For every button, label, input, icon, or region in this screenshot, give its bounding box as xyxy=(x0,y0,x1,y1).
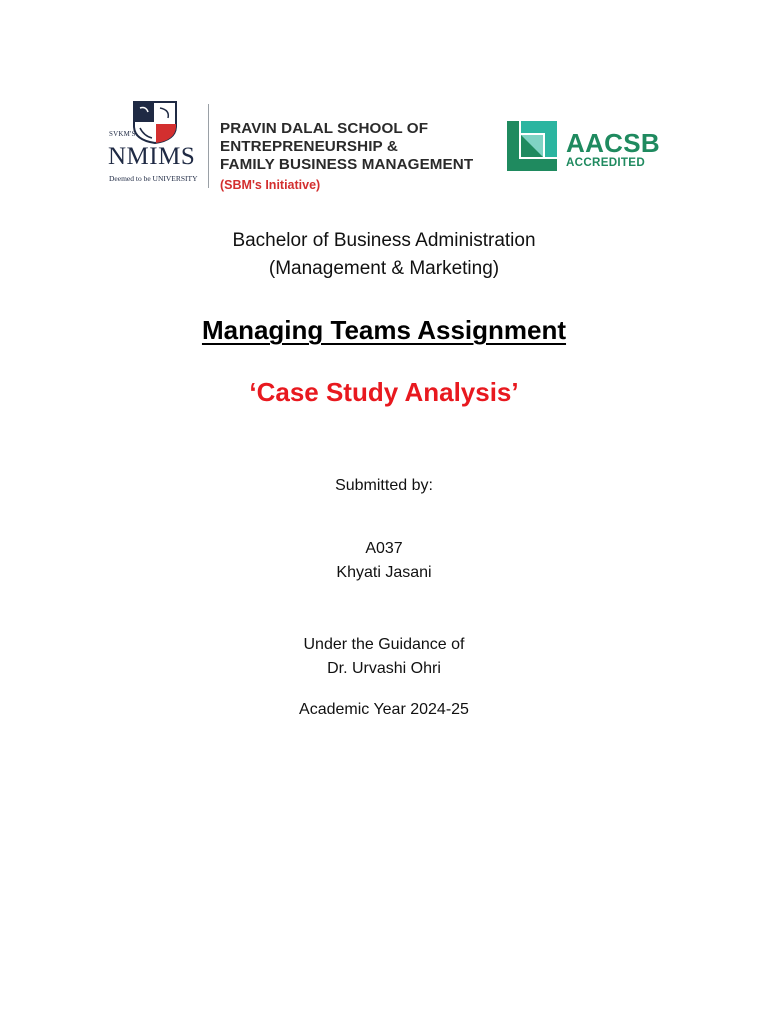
student-block xyxy=(0,537,768,585)
degree-block xyxy=(0,227,768,283)
deemed-university-label: Deemed to be UNIVERSITY xyxy=(109,174,198,183)
nmims-shield-icon xyxy=(132,100,178,144)
svkm-label: SVKM'S xyxy=(109,130,136,138)
nmims-wordmark: NMIMS xyxy=(108,143,196,170)
guidance-block xyxy=(0,633,768,681)
guide-name: Dr. Urvashi Ohri xyxy=(327,660,441,677)
assignment-title xyxy=(0,313,768,347)
submitted-by-label: Submitted by: xyxy=(335,477,433,494)
student-roll-number: A037 xyxy=(365,540,403,557)
school-name-line-1: PRAVIN DALAL SCHOOL OF xyxy=(220,120,429,137)
nmims-logo xyxy=(106,100,202,186)
guidance-label: Under the Guidance of xyxy=(303,636,465,653)
academic-year: Academic Year 2024-25 xyxy=(299,701,469,718)
student-name: Khyati Jasani xyxy=(336,564,432,581)
aacsb-wordmark: AACSB xyxy=(566,128,660,158)
school-initiative-label: (SBM's Initiative) xyxy=(220,178,321,192)
degree-specialization: (Management & Marketing) xyxy=(268,258,500,279)
logo-divider xyxy=(208,104,209,188)
assignment-subtitle: ‘Case Study Analysis’ xyxy=(249,377,519,407)
assignment-title-text: Managing Teams Assignment xyxy=(201,315,567,345)
header xyxy=(0,0,768,200)
degree-name: Bachelor of Business Administration xyxy=(232,230,536,251)
aacsb-accredited-label: ACCREDITED xyxy=(566,156,646,169)
school-name-block xyxy=(220,120,500,193)
aacsb-text-block xyxy=(566,130,660,170)
school-name-line-2: ENTREPRENEURSHIP & xyxy=(220,138,398,155)
aacsb-logo-icon xyxy=(507,121,557,171)
school-name-line-3: FAMILY BUSINESS MANAGEMENT xyxy=(220,156,474,173)
